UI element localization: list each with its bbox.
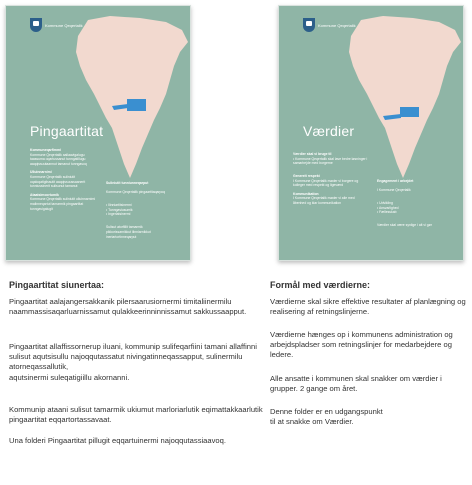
- col-text: Kommune Qeqertalik suliniutit ulluinnarnimi malinneqartut tamarmik pingaartitat tunngavigalugit: [30, 197, 96, 211]
- paragraph: Denne folder er en udgangspunkt til at snakke om Værdier.: [270, 407, 383, 427]
- col-text: I Kommune Qeqertalik møder vi borgere og kolleger med respekt og ligeværd: [293, 178, 359, 188]
- coat-of-arms-icon: [30, 18, 42, 32]
- section-heading-pingaartitat: Pingaartitat siunertaa:: [9, 280, 105, 290]
- col-text: I Kommune Qeqertalik møder vi alle med åbenhed og klar kommunikation: [293, 196, 355, 205]
- col-text: Kommune Qeqertalik aallaavigalugu taassuma oqartussanut tunngatillugu aaqqissuutaannut tamanut tunngasoq: [30, 152, 87, 166]
- poster-vaerdier: [278, 5, 464, 261]
- col-text: Kommune Qeqertalik pingaartitaqarpoq: [106, 189, 166, 194]
- col-text: Kommune Qeqertalik suliniutit oqaloqatigiissutit aaqqissuussaanerit tunniussinerit sulisunut tamanut: [30, 174, 86, 189]
- poster-title: Værdier: [303, 123, 355, 139]
- paragraph: Pingaartitat aalajangersakkanik pilersaarusiornermi timitaliinermilu naammassisaqarluarnissamut qulakkeerinninnissamut sakkussaapput.: [9, 297, 247, 317]
- poster-title: Pingaartitat: [30, 123, 104, 139]
- poster-column-1: [293, 174, 361, 206]
- paragraph: Alle ansatte i kommunen skal snakker om værdier i grupper. 2 gange om året.: [270, 374, 442, 394]
- paragraph: Værdierne skal sikre effektive resultater af planlægning og realisering af retningslinjerne.: [270, 297, 466, 317]
- intro-text: • Kommune Qeqertalik skal lave bedre løsninger i samarbejde med borgerne: [293, 156, 368, 166]
- coat-of-arms-icon: [303, 18, 315, 32]
- poster-column-2: [377, 174, 447, 228]
- col-text: • Udvikling • Ansvarlighed • Fællesskab: [377, 200, 399, 215]
- col-head: Engagement i arbejdet: [377, 178, 414, 183]
- col-text: Sulisut atorfillit tamarmik pikkorissarnikkut ilinniarnikkut ineriartortinneqarput: [106, 225, 151, 239]
- col-head: Suliniutit tunniunneqarput: [106, 180, 149, 185]
- col-text: Værdier skal være synlige i alt vi gør: [377, 223, 432, 228]
- poster-column-2: [106, 176, 168, 239]
- col-head: Kommuneqarfimmi: [30, 148, 61, 152]
- poster-column-1: [30, 148, 100, 211]
- logo-text: Kommune Qeqertalik: [45, 22, 83, 28]
- poster-pingaartitat: [5, 5, 191, 261]
- logo-text: Kommune Qeqertalik: [318, 22, 356, 28]
- section-heading-vaerdier: Formål med værdierne:: [270, 280, 371, 290]
- col-head: Generelt respekt: [293, 174, 320, 178]
- col-text: I Kommune Qeqertalik: [377, 187, 411, 192]
- intro-head: Værdier skal vi bruge til: [293, 152, 332, 156]
- col-head: Ulluinnarnimi: [30, 170, 52, 175]
- paragraph: Pingaartitat allaffissornerup iluani, kommunip sulifeqarfiini tamani allaffinni sulisut aqutsisullu najoqqutassatut nivingatinneqassapput, sulinermilu atorneqassallutik, aqutsinermi suleqatigiillu akornanni.: [9, 342, 257, 382]
- paragraph: Una folderi Pingaartitat pillugit eqqartuinermi najoqqutassiaavoq.: [9, 436, 226, 445]
- paragraph: Værdierne hænges op i kommunens administration og arbejdspladser som retningslinjer for medarbejdere og ledere.: [270, 330, 453, 360]
- col-head: Kommunikation: [293, 191, 319, 196]
- paragraph: Kommunip ataani sulisut tamarmik ukiumut marloriarlutik eqimattakkaarlutik pingaartitat eqqartortassavaat.: [9, 405, 263, 425]
- col-head: Ataatsimoortumik: [30, 192, 59, 197]
- col-text: • Ilinniartitsinermi • Tunngaviusumik • Ingerlatsinermi: [106, 202, 133, 217]
- poster-intro: [293, 152, 383, 166]
